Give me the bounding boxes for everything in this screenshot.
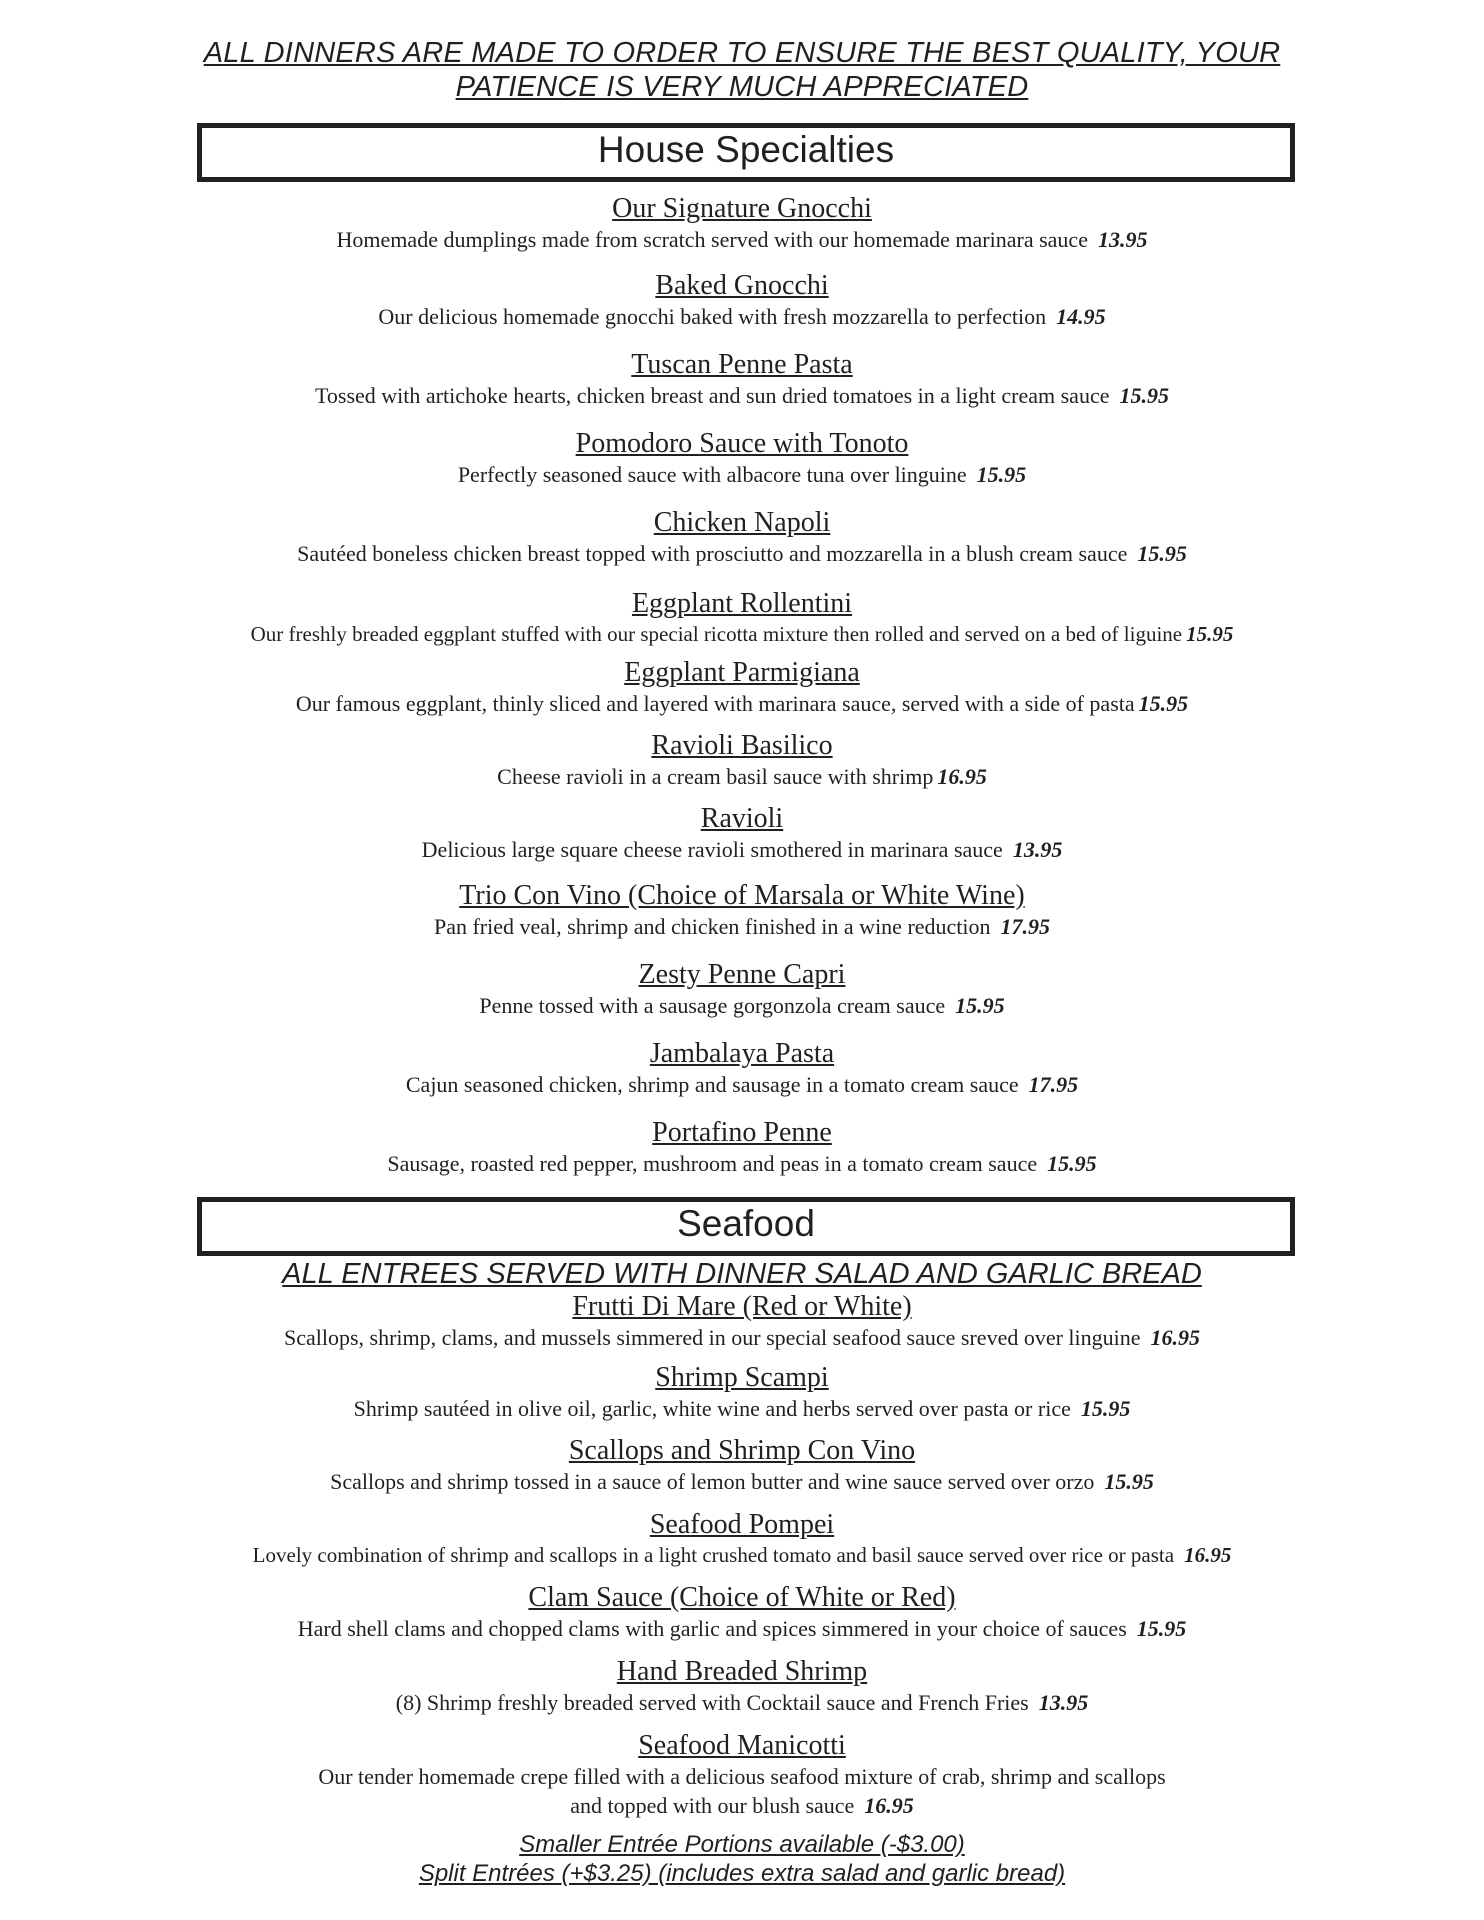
item-name: Ravioli bbox=[700, 803, 784, 834]
item-name: Trio Con Vino (Choice of Marsala or White Wine) bbox=[459, 880, 1025, 911]
item-description-line bbox=[0, 1149, 1484, 1178]
item-description: Our freshly breaded eggplant stuffed with our special ricotta mixture then rolled and served on a bed of liguine bbox=[250, 622, 1183, 646]
item-description-line bbox=[0, 835, 1484, 864]
item-price: 15.95 bbox=[955, 993, 1005, 1018]
seafood-title: Seafood bbox=[677, 1203, 815, 1244]
item-name: Eggplant Rollentini bbox=[631, 588, 853, 619]
item-price: 15.95 bbox=[1136, 1616, 1187, 1641]
item-name: Frutti Di Mare (Red or White) bbox=[572, 1291, 912, 1322]
item-description-line bbox=[0, 1070, 1484, 1099]
item-description: Penne tossed with a sausage gorgonzola cream sauce bbox=[479, 993, 946, 1018]
item-name: Scallops and Shrimp Con Vino bbox=[568, 1435, 916, 1466]
item-description: (8) Shrimp freshly breaded served with Cocktail sauce and French Fries bbox=[395, 1690, 1029, 1715]
item-name: Chicken Napoli bbox=[653, 507, 831, 538]
item-name: Tuscan Penne Pasta bbox=[631, 349, 853, 380]
menu-item bbox=[0, 803, 1484, 864]
item-price: 15.95 bbox=[1047, 1151, 1097, 1176]
house-specialties-header bbox=[197, 123, 1295, 182]
menu-item bbox=[0, 1117, 1484, 1178]
item-description-line bbox=[0, 689, 1484, 718]
item-description: Sautéed boneless chicken breast topped with prosciutto and mozzarella in a blush cream sauce bbox=[297, 541, 1128, 566]
item-description: Tossed with artichoke hearts, chicken breast and sun dried tomatoes in a light cream sauce bbox=[315, 383, 1110, 408]
item-price: 16.95 bbox=[1184, 1543, 1232, 1567]
item-description: Scallops, shrimp, clams, and mussels simmered in our special seafood sauce sreved over linguine bbox=[283, 1325, 1141, 1350]
item-description: Cheese ravioli in a cream basil sauce with shrimp bbox=[497, 764, 934, 789]
item-name: Zesty Penne Capri bbox=[638, 959, 846, 990]
menu-item bbox=[0, 588, 1484, 649]
menu-item bbox=[0, 1291, 1484, 1352]
item-description-line-2 bbox=[0, 1791, 1484, 1820]
item-description-line bbox=[0, 762, 1484, 791]
item-description-line bbox=[0, 620, 1484, 649]
item-description: Cajun seasoned chicken, shrimp and sausage in a tomato cream sauce bbox=[405, 1072, 1019, 1097]
menu-item bbox=[0, 193, 1484, 254]
item-price: 15.95 bbox=[1104, 1469, 1154, 1494]
item-name: Hand Breaded Shrimp bbox=[616, 1656, 868, 1687]
item-name: Portafino Penne bbox=[652, 1117, 832, 1148]
item-description-line bbox=[0, 991, 1484, 1020]
item-description-line bbox=[0, 381, 1484, 410]
item-name: Pomodoro Sauce with Tonoto bbox=[575, 428, 909, 459]
notice-line-1: ALL DINNERS ARE MADE TO ORDER TO ENSURE THE BEST QUALITY, YOUR bbox=[203, 37, 1281, 69]
item-description: Our delicious homemade gnocchi baked with fresh mozzarella to perfection bbox=[378, 304, 1047, 329]
menu-item bbox=[0, 880, 1484, 941]
item-price: 15.95 bbox=[1138, 691, 1189, 716]
item-description: and topped with our blush sauce bbox=[570, 1793, 855, 1818]
item-name: Eggplant Parmigiana bbox=[624, 657, 860, 688]
item-description-line bbox=[0, 225, 1484, 254]
item-name: Shrimp Scampi bbox=[655, 1362, 829, 1393]
menu-item bbox=[0, 1038, 1484, 1099]
menu-item bbox=[0, 428, 1484, 489]
menu-item bbox=[0, 1509, 1484, 1570]
menu-item bbox=[0, 657, 1484, 718]
item-description-line bbox=[0, 1688, 1484, 1717]
item-description-line bbox=[0, 912, 1484, 941]
item-price: 13.95 bbox=[1012, 837, 1063, 862]
menu-item bbox=[0, 1362, 1484, 1423]
footer-note-split-entrees: Split Entrées (+$3.25) (includes extra salad and garlic bread) bbox=[418, 1860, 1066, 1887]
item-price: 15.95 bbox=[1186, 622, 1234, 646]
item-name: Seafood Pompei bbox=[649, 1509, 835, 1540]
item-description: Lovely combination of shrimp and scallops in a light crushed tomato and basil sauce served over rice or pasta bbox=[252, 1543, 1175, 1567]
menu-item bbox=[0, 1582, 1484, 1643]
item-description-line bbox=[0, 1762, 1484, 1791]
item-description-line bbox=[0, 1323, 1484, 1352]
item-price: 16.95 bbox=[937, 764, 987, 789]
item-price: 15.95 bbox=[1080, 1396, 1131, 1421]
item-name: Ravioli Basilico bbox=[651, 730, 833, 761]
item-price: 14.95 bbox=[1056, 304, 1106, 329]
item-description: Delicious large square cheese ravioli smothered in marinara sauce bbox=[421, 837, 1003, 862]
menu-item bbox=[0, 270, 1484, 331]
house-specialties-title: House Specialties bbox=[597, 129, 895, 170]
item-price: 17.95 bbox=[1028, 1072, 1079, 1097]
item-price: 13.95 bbox=[1038, 1690, 1089, 1715]
menu-item bbox=[0, 1435, 1484, 1496]
item-name: Seafood Manicotti bbox=[638, 1730, 846, 1761]
item-description: Our famous eggplant, thinly sliced and layered with marinara sauce, served with a side of pasta bbox=[295, 691, 1135, 716]
item-price: 16.95 bbox=[864, 1793, 914, 1818]
menu-item bbox=[0, 730, 1484, 791]
menu-item bbox=[0, 349, 1484, 410]
item-description-line bbox=[0, 1467, 1484, 1496]
item-price: 16.95 bbox=[1150, 1325, 1201, 1350]
item-price: 15.95 bbox=[1137, 541, 1187, 566]
item-description-line bbox=[0, 1541, 1484, 1570]
item-price: 17.95 bbox=[1000, 914, 1051, 939]
item-description: Shrimp sautéed in olive oil, garlic, white wine and herbs served over pasta or rice bbox=[353, 1396, 1071, 1421]
item-name: Jambalaya Pasta bbox=[649, 1038, 835, 1069]
item-description: Homemade dumplings made from scratch served with our homemade marinara sauce bbox=[336, 227, 1088, 252]
item-description: Scallops and shrimp tossed in a sauce of lemon butter and wine sauce served over orzo bbox=[330, 1469, 1095, 1494]
item-name: Baked Gnocchi bbox=[655, 270, 829, 301]
item-description: Our tender homemade crepe filled with a delicious seafood mixture of crab, shrimp and scallops bbox=[318, 1764, 1166, 1789]
item-name: Our Signature Gnocchi bbox=[612, 193, 872, 224]
menu-item bbox=[0, 507, 1484, 568]
item-price: 13.95 bbox=[1097, 227, 1148, 252]
item-description-line bbox=[0, 1394, 1484, 1423]
item-price: 15.95 bbox=[1119, 383, 1169, 408]
seafood-subtitle: ALL ENTREES SERVED WITH DINNER SALAD AND GARLIC BREAD bbox=[282, 1258, 1202, 1290]
item-price: 15.95 bbox=[976, 462, 1027, 487]
menu-item bbox=[0, 959, 1484, 1020]
item-description: Sausage, roasted red pepper, mushroom and peas in a tomato cream sauce bbox=[387, 1151, 1038, 1176]
menu-item bbox=[0, 1730, 1484, 1820]
footer-note-smaller-portions: Smaller Entrée Portions available (-$3.00) bbox=[519, 1831, 965, 1858]
item-name: Clam Sauce (Choice of White or Red) bbox=[528, 1582, 956, 1613]
item-description: Pan fried veal, shrimp and chicken finished in a wine reduction bbox=[433, 914, 991, 939]
item-description-line bbox=[0, 539, 1484, 568]
seafood-header bbox=[197, 1197, 1295, 1256]
item-description: Hard shell clams and chopped clams with garlic and spices simmered in your choice of sauces bbox=[297, 1616, 1127, 1641]
notice-line-2: PATIENCE IS VERY MUCH APPRECIATED bbox=[455, 71, 1029, 103]
item-description: Perfectly seasoned sauce with albacore tuna over linguine bbox=[457, 462, 967, 487]
item-description-line bbox=[0, 302, 1484, 331]
item-description-line bbox=[0, 460, 1484, 489]
item-description-line bbox=[0, 1614, 1484, 1643]
menu-item bbox=[0, 1656, 1484, 1717]
